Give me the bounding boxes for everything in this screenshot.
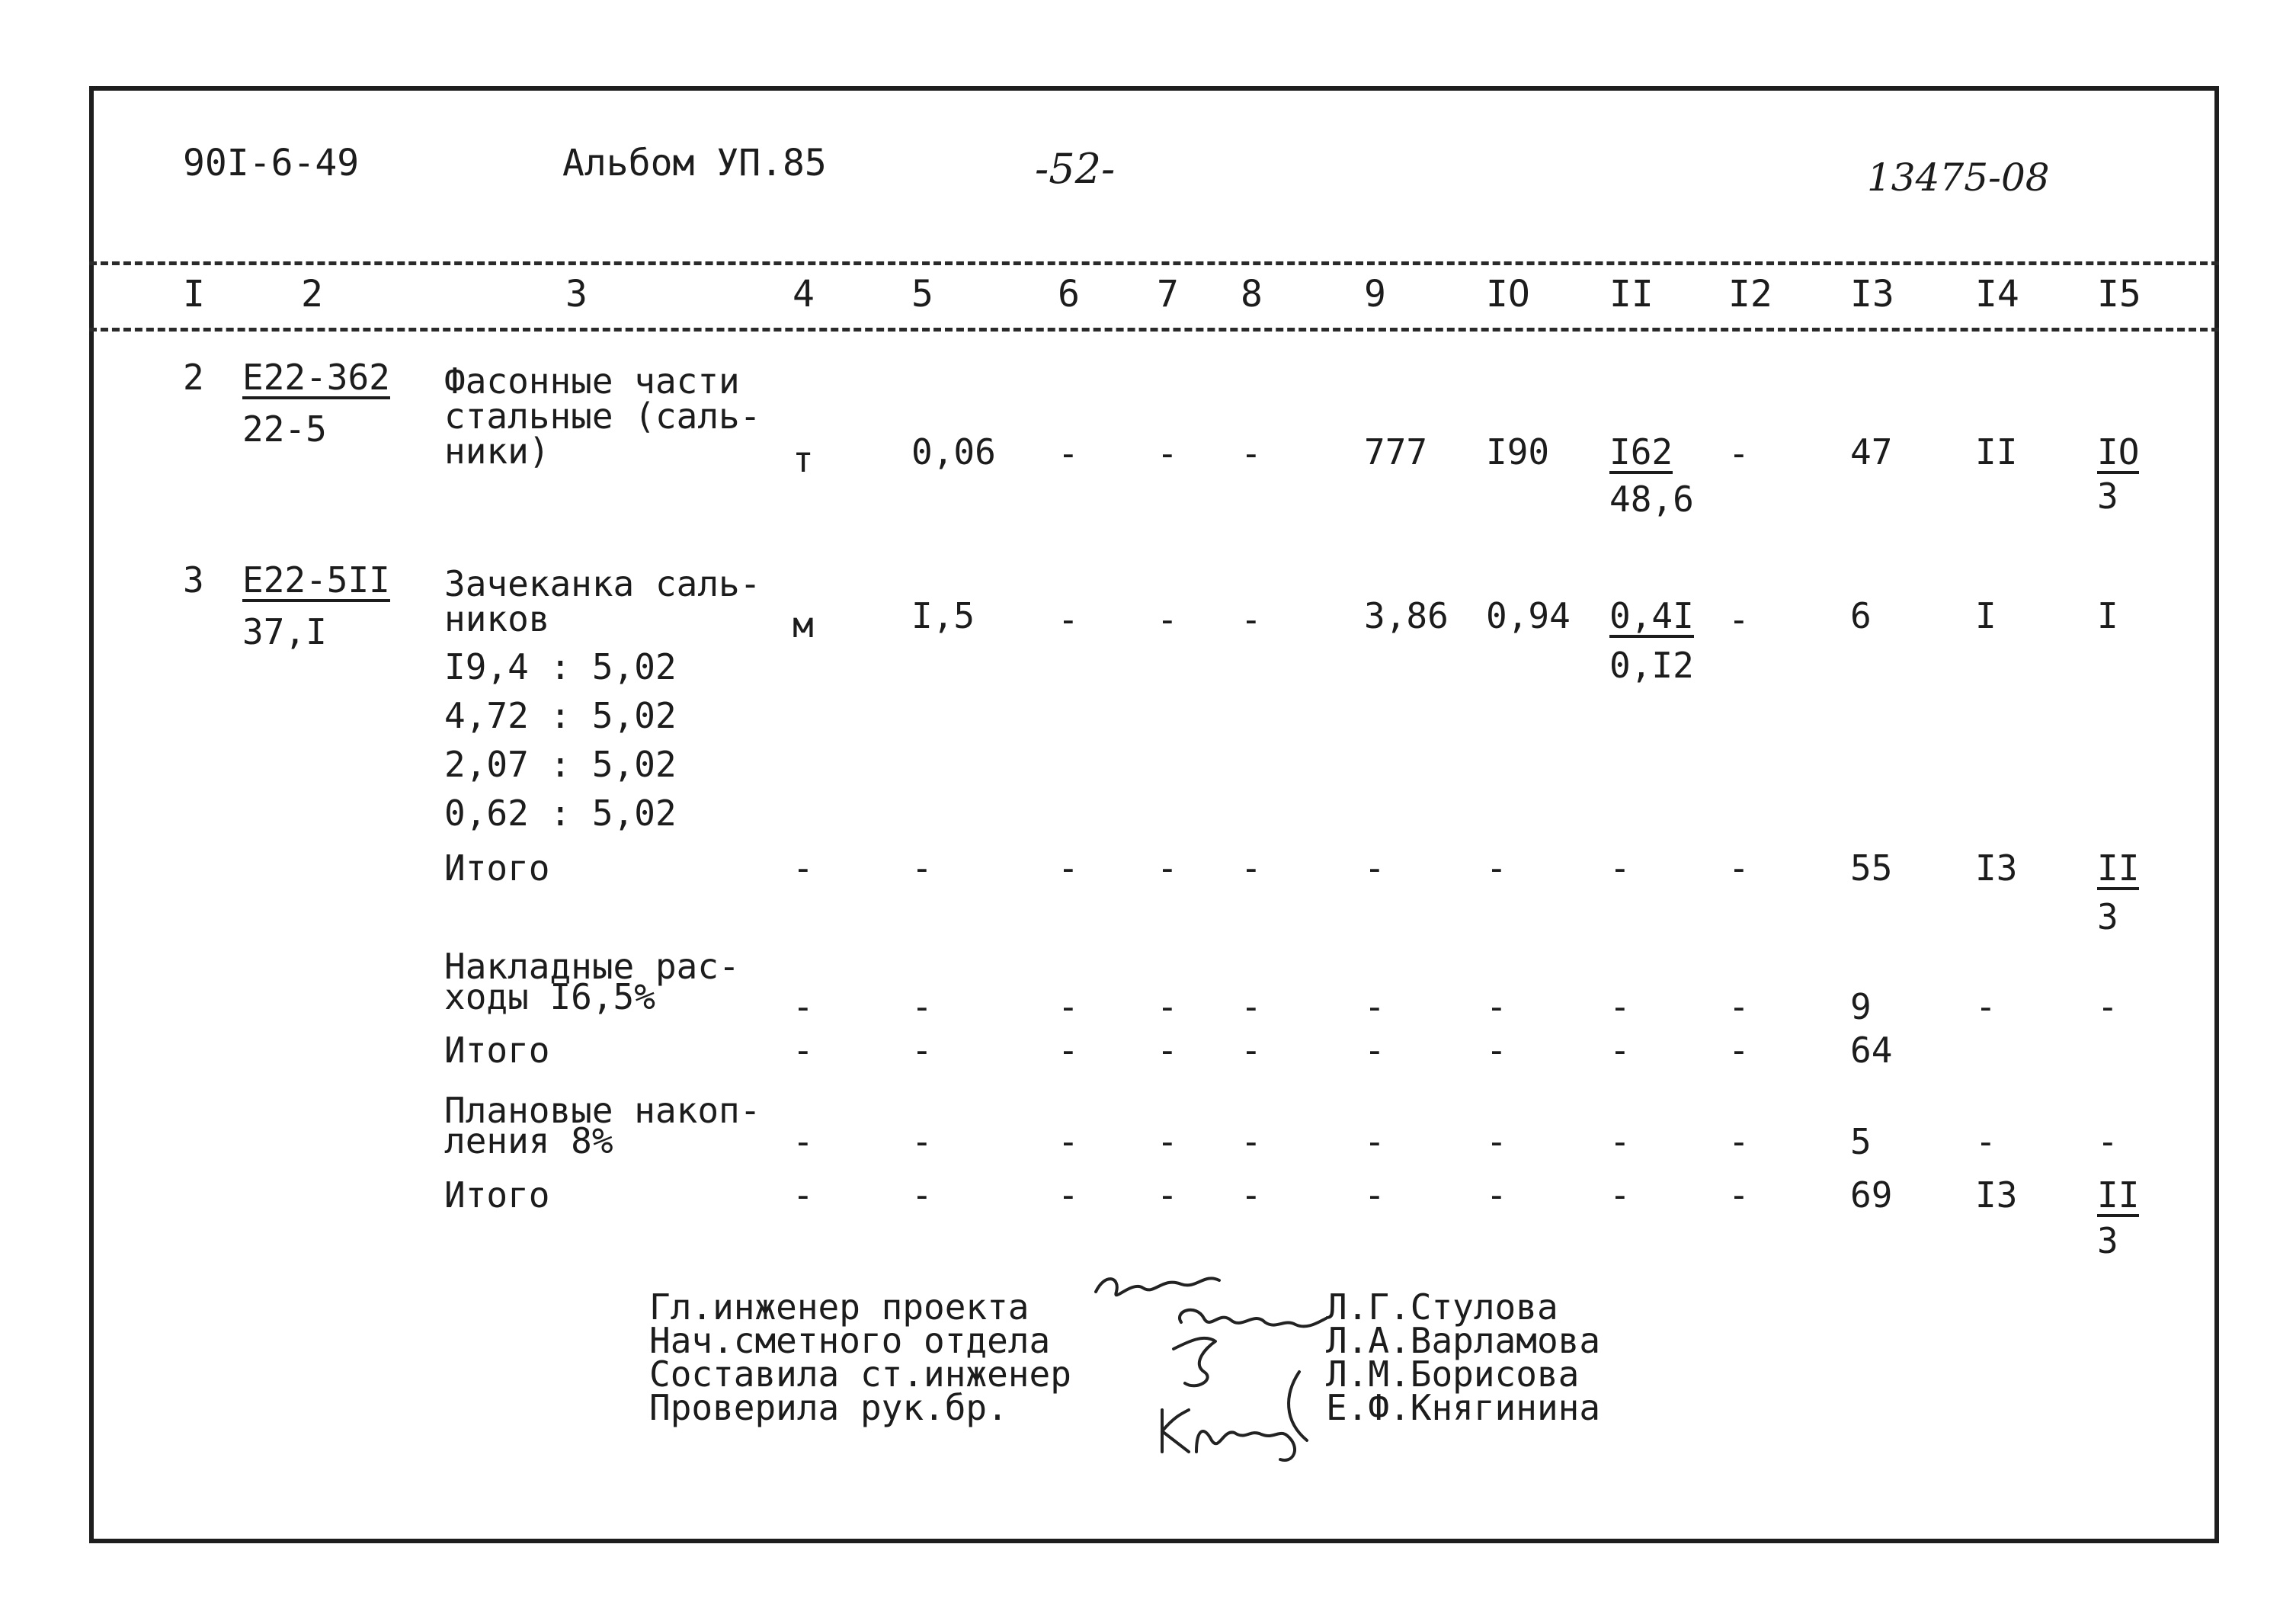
summary-dash: - — [1364, 1174, 1385, 1216]
row-3-code: E22-5II — [242, 559, 390, 601]
summary-c14: I3 — [1975, 847, 2018, 889]
summary-c13: 5 — [1850, 1121, 1872, 1162]
row-3-c10: 0,94 — [1486, 595, 1571, 636]
summary-dash: - — [1058, 1030, 1079, 1071]
summary-dash: - — [1241, 986, 1262, 1027]
col-header-10: IO — [1486, 273, 1530, 316]
row-2-c7: - — [1157, 433, 1178, 474]
summary-dash: - — [1609, 1030, 1631, 1071]
row-2-c14: II — [1975, 431, 2018, 473]
summary-label-line: Плановые накоп- — [444, 1090, 761, 1131]
summary-label — [444, 1090, 761, 1161]
row-2-c13: 47 — [1850, 431, 1893, 473]
summary-dash: - — [1157, 1121, 1178, 1162]
summary-label: Итого — [444, 847, 550, 889]
summary-c14: - — [1975, 986, 1997, 1027]
row-2-desc-line: ники) — [444, 431, 550, 472]
summary-dash: - — [1609, 1174, 1631, 1216]
summary-c14: I3 — [1975, 1174, 2018, 1216]
row-3-c6: - — [1058, 599, 1079, 640]
signature-role: Гл.инженер проекта — [649, 1286, 1030, 1328]
row-3-desc — [444, 563, 761, 639]
album-label: Альбом УП.85 — [562, 142, 827, 184]
summary-dash: - — [1486, 1121, 1507, 1162]
summary-label: Итого — [444, 1030, 550, 1071]
summary-dash: - — [1728, 1174, 1750, 1216]
summary-c15: - — [2097, 986, 2118, 1027]
summary-dash: - — [1157, 1174, 1178, 1216]
summary-dash: - — [1364, 986, 1385, 1027]
summary-dash: - — [1241, 1174, 1262, 1216]
col-header-2: 2 — [301, 273, 323, 316]
summary-c13: 64 — [1850, 1030, 1893, 1071]
row-2-desc-line: стальные (саль- — [444, 396, 761, 437]
row-3-desc-line: Зачеканка саль- — [444, 563, 761, 604]
summary-dash: - — [1728, 847, 1750, 889]
summary-dash: - — [793, 847, 814, 889]
signature-name: Е.Ф.Княгинина — [1326, 1387, 1601, 1428]
summary-dash: - — [1728, 1121, 1750, 1162]
summary-dash: - — [1058, 1174, 1079, 1216]
summary-dash: - — [793, 1030, 814, 1071]
summary-dash: - — [1609, 986, 1631, 1027]
summary-dash: - — [1364, 1030, 1385, 1071]
summary-label-line: ления 8% — [444, 1120, 613, 1161]
row-2-qty: 0,06 — [911, 431, 996, 473]
row-3-c9: 3,86 — [1364, 595, 1449, 636]
summary-dash: - — [1486, 1030, 1507, 1071]
header-rule-bottom — [89, 328, 2219, 332]
summary-dash: - — [1486, 986, 1507, 1027]
row-2-c12: - — [1728, 433, 1750, 474]
ratio-line: I9,4 : 5,02 — [444, 646, 677, 687]
summary-dash: - — [1157, 847, 1178, 889]
row-2-c6: - — [1058, 433, 1079, 474]
col-header-15: I5 — [2097, 273, 2141, 316]
row-3-code-sub: 37,I — [242, 611, 327, 652]
row-3-c7: - — [1157, 599, 1178, 640]
summary-c15-sub: 3 — [2097, 1220, 2118, 1261]
signature-names — [1326, 1286, 1601, 1428]
summary-label-line: ходы I6,5% — [444, 976, 655, 1017]
summary-dash: - — [793, 1121, 814, 1162]
summary-dash: - — [911, 1030, 933, 1071]
col-header-13: I3 — [1850, 273, 1894, 316]
row-2-desc — [444, 360, 761, 472]
row-2-c9: 777 — [1364, 431, 1428, 473]
summary-dash: - — [1157, 1030, 1178, 1071]
summary-c15: - — [2097, 1121, 2118, 1162]
row-3-ratios — [444, 642, 677, 838]
summary-label: Итого — [444, 1174, 550, 1216]
summary-dash: - — [1609, 847, 1631, 889]
summary-dash: - — [793, 1174, 814, 1216]
signature-name: Л.М.Борисова — [1326, 1354, 1580, 1395]
summary-c14: - — [1975, 1121, 1997, 1162]
summary-dash: - — [1728, 1030, 1750, 1071]
row-2-c15: IO — [2097, 431, 2140, 473]
summary-dash: - — [1609, 1121, 1631, 1162]
summary-dash: - — [911, 1174, 933, 1216]
row-3-c11: 0,4I — [1609, 595, 1694, 636]
row-2-c10: I90 — [1486, 431, 1550, 473]
signature-role: Проверила рук.бр. — [649, 1387, 1008, 1428]
row-2-c8: - — [1241, 433, 1262, 474]
archive-number: 13475-08 — [1867, 155, 2050, 200]
header-rule-top — [89, 261, 2219, 265]
row-3-c13: 6 — [1850, 595, 1872, 636]
col-header-6: 6 — [1058, 273, 1080, 316]
page-number: -52- — [1035, 145, 1116, 193]
summary-dash: - — [1486, 1174, 1507, 1216]
summary-c15-sub: 3 — [2097, 896, 2118, 937]
row-3-unit: м — [793, 604, 814, 646]
col-header-1: I — [183, 273, 205, 316]
col-header-3: 3 — [565, 273, 588, 316]
col-header-9: 9 — [1364, 273, 1386, 316]
ratio-line: 4,72 : 5,02 — [444, 695, 677, 736]
summary-c13: 69 — [1850, 1174, 1893, 1216]
row-2-c15-sub: 3 — [2097, 476, 2118, 517]
row-2-unit: т — [793, 439, 814, 480]
handwritten-signatures — [1090, 1257, 1334, 1463]
summary-dash: - — [1728, 986, 1750, 1027]
col-header-11: II — [1609, 273, 1654, 316]
signature-roles — [649, 1286, 1071, 1428]
summary-dash: - — [1241, 1030, 1262, 1071]
row-3-c14: I — [1975, 595, 1997, 636]
col-header-14: I4 — [1975, 273, 2019, 316]
summary-dash: - — [911, 1121, 933, 1162]
col-header-12: I2 — [1728, 273, 1772, 316]
summary-dash: - — [1241, 847, 1262, 889]
row-3-c15: I — [2097, 595, 2118, 636]
col-header-8: 8 — [1241, 273, 1263, 316]
signature-role: Составила ст.инженер — [649, 1354, 1071, 1395]
summary-c15: II — [2097, 847, 2140, 889]
row-3-c11-sub: 0,I2 — [1609, 645, 1694, 686]
signature-role: Нач.сметного отдела — [649, 1320, 1051, 1361]
summary-dash: - — [1058, 986, 1079, 1027]
ratio-line: 0,62 : 5,02 — [444, 793, 677, 834]
row-3-c12: - — [1728, 599, 1750, 640]
summary-label — [444, 946, 740, 1017]
row-3-c8: - — [1241, 599, 1262, 640]
row-2-num: 2 — [183, 357, 204, 398]
summary-dash: - — [1058, 847, 1079, 889]
summary-dash: - — [1058, 1121, 1079, 1162]
ratio-line: 2,07 : 5,02 — [444, 744, 677, 785]
doc-code: 90I-6-49 — [183, 142, 360, 184]
row-2-c11: I62 — [1609, 431, 1673, 473]
summary-dash: - — [911, 847, 933, 889]
summary-dash: - — [1364, 1121, 1385, 1162]
row-2-desc-line: Фасонные части — [444, 360, 740, 402]
summary-c13: 9 — [1850, 986, 1872, 1027]
row-2-code: E22-362 — [242, 357, 390, 398]
signature-name: Л.А.Варламова — [1326, 1320, 1601, 1361]
summary-c15: II — [2097, 1174, 2140, 1216]
summary-label-line: Накладные рас- — [444, 946, 740, 987]
summary-dash: - — [1486, 847, 1507, 889]
col-header-5: 5 — [911, 273, 933, 316]
signature-name: Л.Г.Стулова — [1326, 1286, 1558, 1328]
row-2-code-sub: 22-5 — [242, 408, 327, 450]
summary-dash: - — [793, 986, 814, 1027]
summary-dash: - — [1241, 1121, 1262, 1162]
row-3-num: 3 — [183, 559, 204, 601]
summary-dash: - — [911, 986, 933, 1027]
summary-dash: - — [1157, 986, 1178, 1027]
row-2-c11-sub: 48,6 — [1609, 479, 1694, 520]
col-header-7: 7 — [1157, 273, 1179, 316]
summary-dash: - — [1364, 847, 1385, 889]
summary-c13: 55 — [1850, 847, 1893, 889]
row-3-desc-line: ников — [444, 598, 550, 639]
row-3-qty: I,5 — [911, 595, 975, 636]
col-header-4: 4 — [793, 273, 815, 316]
